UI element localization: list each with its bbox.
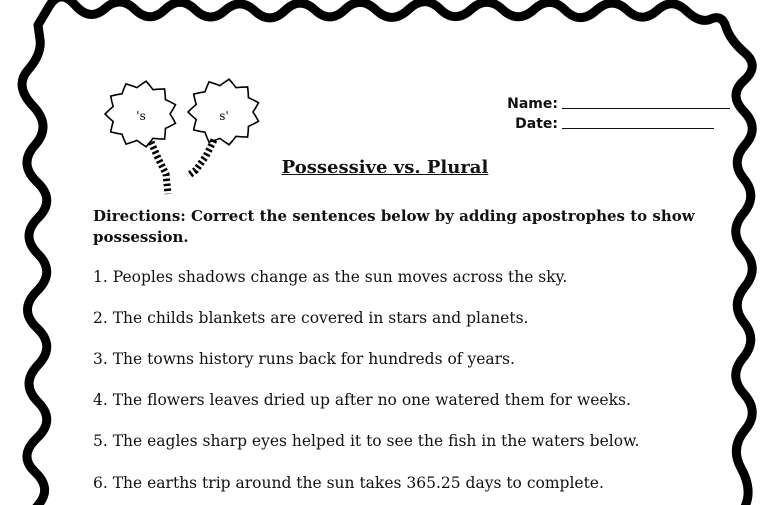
truffula-trees-illustration [96, 66, 276, 201]
name-row [470, 92, 730, 112]
striped-trunk [151, 142, 168, 194]
date-label: Date: [515, 116, 558, 132]
sentence-item: 1. Peoples shadows change as the sun moves across the sky. [93, 268, 568, 286]
left-truffula-tree [105, 81, 176, 194]
date-row [470, 112, 730, 132]
name-date-block [470, 92, 730, 132]
sentence-item: 4. The flowers leaves dried up after no one watered them for weeks. [93, 391, 631, 409]
sentence-item: 3. The towns history runs back for hundreds of years. [93, 350, 515, 368]
name-label: Name: [507, 96, 558, 112]
tree-label-left: 's [136, 109, 146, 123]
date-field-line[interactable] [562, 128, 714, 129]
sentence-item: 5. The eagles sharp eyes helped it to see the fish in the waters below. [93, 432, 640, 450]
directions-text: Directions: Correct the sentences below by adding apostrophes to show possession. [93, 207, 695, 246]
sentence-item: 6. The earths trip around the sun takes 365.25 days to complete. [93, 474, 604, 492]
worksheet-title: Possessive vs. Plural [281, 157, 489, 178]
tree-label-right: s' [219, 109, 229, 123]
name-field-line[interactable] [562, 108, 730, 109]
sentence-item: 2. The childs blankets are covered in stars and planets. [93, 309, 529, 327]
